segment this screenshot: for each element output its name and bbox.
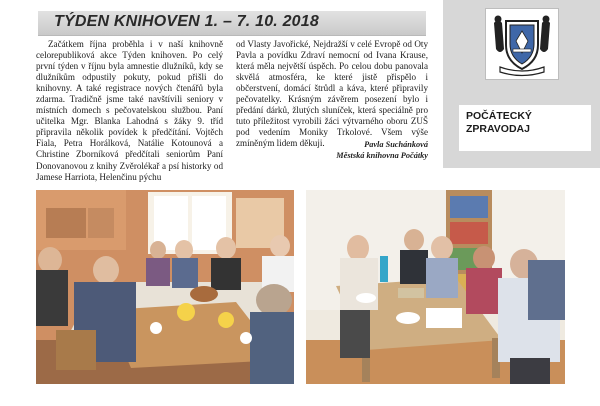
article-column-1: Začátkem října proběhla i v naší knihovně celorepubliková akce Týden knihoven. Po celý první týden v říjnu byla amnestie dlužníků, kdy se dlužníkům odpustily pokuty, pokud přišli do knihovny. A také registrace nových čtenářů byla zdarma. Tradičně jsme také navštívili seniory v místních domech s pečovatelskou službou. Paní učitelka Mgr. Blanka Lahodná s žáky 9. tříd připravila několik povídek k předčítání. Vojtěch Fiala, Petra Horálková, Natálie Kotounová a Christine Zborníková předčítali seniorům Paní Donovanovou z knihy Zvěrolékař a psí historky od Jamese Harriota, Helenčinu pýchu	[36, 39, 223, 182]
signature-org: Městská knihovna Počátky	[336, 151, 428, 160]
crest-frame	[485, 8, 559, 80]
sidebar-title-line-1: POČÁTECKÝ	[466, 110, 532, 122]
sidebar-title-line-2: ZPRAVODAJ	[466, 123, 530, 135]
photo-students-reading	[306, 190, 565, 384]
sidebar-title	[466, 110, 532, 136]
signature-name: Pavla Suchánková	[364, 140, 428, 149]
article-title: TÝDEN KNIHOVEN 1. – 7. 10. 2018	[54, 13, 319, 30]
article-column-2: od Vlasty Javořické, Nejdražší v celé Evropě od Oty Pavla a povídku Zdraví nemocní od Ivana Krause, která měla největší úspěch. Po celou dobu panovala skvělá atmosféra, ke které jistě přispělo i občerstvení, domácí štrůdl a káva, které připravily pečovatelky. Krásným závěrem posezení bylo i předání dárků, žlutých sluníček, která speciálně pro tuto příležitost vyrobili žáci výtvarného oboru ZUŠ pod vedením Moniky Trkolové. Všem výše zmíněným lidem děkuji.	[236, 39, 428, 149]
town-crest-icon	[486, 9, 558, 79]
photo-seniors-reading	[36, 190, 294, 384]
